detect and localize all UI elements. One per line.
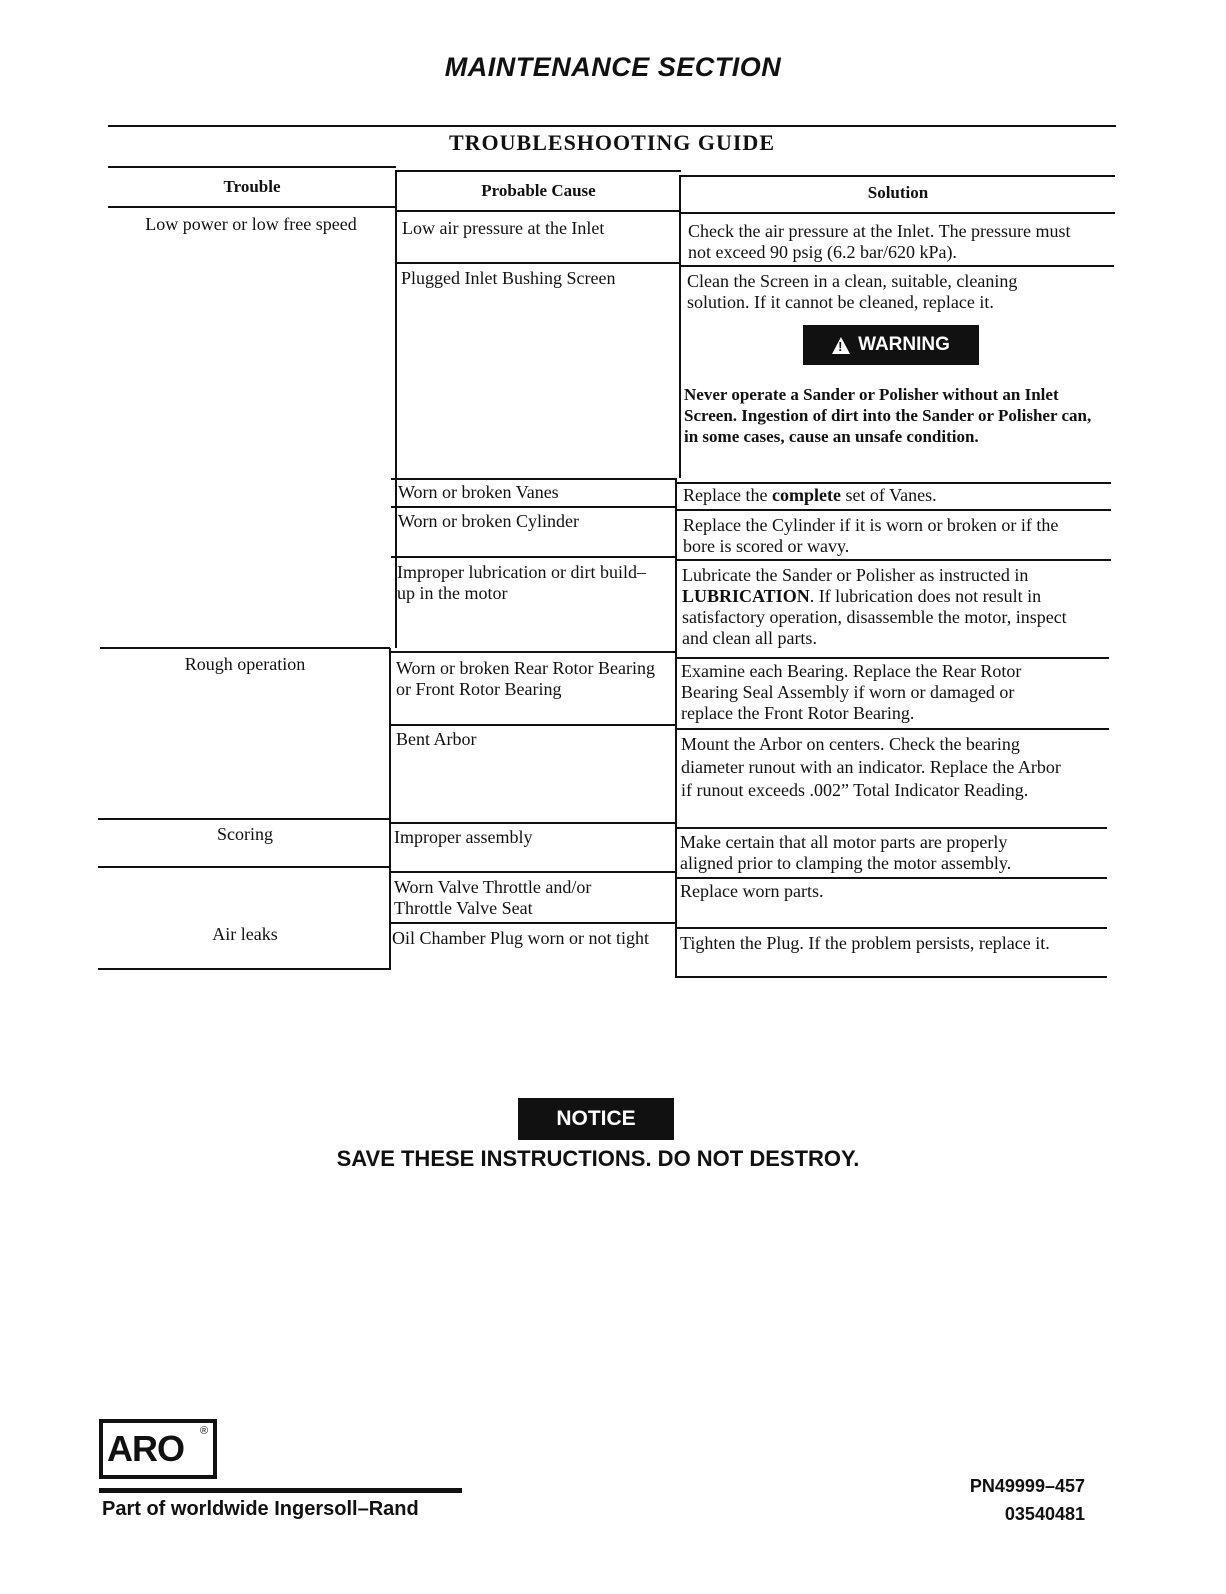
- trouble-label: Low power or low free speed: [145, 214, 357, 234]
- notice-badge: NOTICE: [518, 1098, 674, 1140]
- group-rule: [98, 818, 390, 820]
- trouble-label: Rough operation: [184, 654, 306, 674]
- trouble-label: Air leaks: [212, 924, 278, 944]
- solution-text: Replace the: [683, 485, 772, 505]
- company-tagline: Part of worldwide Ingersoll–Rand: [102, 1498, 419, 1520]
- registered-mark: ®: [200, 1425, 209, 1437]
- cause-cell: Improper assembly: [394, 827, 533, 847]
- header-rule-top: [396, 170, 681, 172]
- cause-cell: Improper lubrication or dirt build–up in the motor: [397, 562, 646, 603]
- row-rule: [391, 651, 677, 653]
- cause-cell: Bent Arbor: [396, 729, 477, 749]
- solution-cell: Make certain that all motor parts are properly aligned prior to clamping the motor assembly.: [680, 832, 1012, 873]
- row-rule: [681, 265, 1114, 267]
- aro-logo: ARO: [99, 1419, 217, 1479]
- row-rule: [391, 922, 677, 924]
- row-rule: [677, 728, 1109, 730]
- warning-triangle-icon: [832, 337, 850, 354]
- row-rule: [677, 509, 1111, 511]
- solution-cell: Clean the Screen in a clean, suitable, cleaning solution. If it cannot be cleaned, replace it.: [687, 271, 1018, 312]
- header-rule-bottom: [396, 210, 681, 212]
- page-title: MAINTENANCE SECTION: [444, 52, 782, 82]
- solution-cell: Examine each Bearing. Replace the Rear Rotor Bearing Seal Assembly if worn or damaged or replace the Front Rotor Bearing.: [681, 661, 1022, 723]
- col-header-cause: Probable Cause: [481, 181, 596, 200]
- row-rule: [677, 559, 1111, 561]
- header-rule-top: [108, 166, 396, 168]
- cause-cell: Oil Chamber Plug worn or not tight: [392, 928, 649, 948]
- group-rule: [98, 866, 390, 868]
- row-rule: [396, 262, 679, 264]
- cause-cell: Worn Valve Throttle and/or Throttle Valve Seat: [394, 877, 592, 918]
- row-rule: [677, 927, 1107, 929]
- solution-text: set of Vanes.: [840, 485, 937, 505]
- solution-text: Lubricate the Sander or Polisher as instructed in: [682, 565, 1029, 585]
- header-rule-bottom: [108, 206, 396, 208]
- solution-cell: Mount the Arbor on centers. Check the bearing diameter runout with an indicator. Replace the Arbor if runout exceeds .002” Total Indicator Reading.: [681, 734, 1061, 800]
- solution-emphasis: complete: [771, 485, 841, 505]
- row-rule: [391, 506, 677, 508]
- document-code: 03540481: [1004, 1504, 1085, 1524]
- part-number: PN49999–457: [969, 1476, 1085, 1496]
- column-divider: [679, 175, 681, 478]
- row-rule: [677, 657, 1109, 659]
- cause-cell: Low air pressure at the Inlet: [402, 218, 605, 238]
- cause-cell: Worn or broken Cylinder: [398, 511, 580, 531]
- cause-cell: Plugged Inlet Bushing Screen: [401, 268, 616, 288]
- warning-label: WARNING: [858, 334, 950, 355]
- solution-cell: Check the air pressure at the Inlet. The pressure must not exceed 90 psig (6.2 bar/620 kPa).: [688, 221, 1071, 262]
- trouble-label: Scoring: [217, 824, 273, 844]
- group-rule: [100, 647, 390, 649]
- row-rule: [677, 877, 1107, 879]
- solution-cell: Tighten the Plug. If the problem persists, replace it.: [680, 933, 1050, 953]
- row-rule: [677, 827, 1107, 829]
- row-rule: [391, 556, 677, 558]
- header-rule-top: [681, 175, 1115, 177]
- row-rule: [391, 822, 677, 824]
- row-rule: [391, 724, 677, 726]
- footer-rule: [99, 1488, 462, 1493]
- guide-title: TROUBLESHOOTING GUIDE: [448, 130, 775, 155]
- solution-cell: Replace worn parts.: [680, 881, 824, 901]
- row-rule: [391, 478, 677, 480]
- header-rule-bottom: [681, 212, 1115, 214]
- solution-cell: [682, 565, 1092, 649]
- warning-text: Never operate a Sander or Polisher without an Inlet Screen. Ingestion of dirt into the Sander or Polisher can, in some cases, cause an unsafe condition.: [684, 385, 1092, 446]
- row-rule: [677, 482, 1111, 484]
- notice-text: SAVE THESE INSTRUCTIONS. DO NOT DESTROY.: [336, 1146, 860, 1171]
- cause-cell: Worn or broken Vanes: [398, 482, 559, 502]
- solution-text: . If lubrication does not result in satisfactory operation, disassemble the motor, inspect and clean all parts.: [682, 586, 1067, 648]
- warning-badge: [803, 325, 979, 365]
- col-header-solution: Solution: [867, 183, 929, 202]
- row-rule: [391, 871, 677, 873]
- cause-cell: Worn or broken Rear Rotor Bearing or Front Rotor Bearing: [396, 658, 655, 699]
- col-header-trouble: Trouble: [223, 177, 281, 196]
- top-rule: [108, 125, 1116, 127]
- group-rule: [98, 968, 390, 970]
- solution-cell: [683, 485, 1093, 506]
- row-rule: [677, 976, 1107, 978]
- solution-emphasis: LUBRICATION: [682, 586, 810, 606]
- solution-cell: Replace the Cylinder if it is worn or broken or if the bore is scored or wavy.: [683, 515, 1059, 556]
